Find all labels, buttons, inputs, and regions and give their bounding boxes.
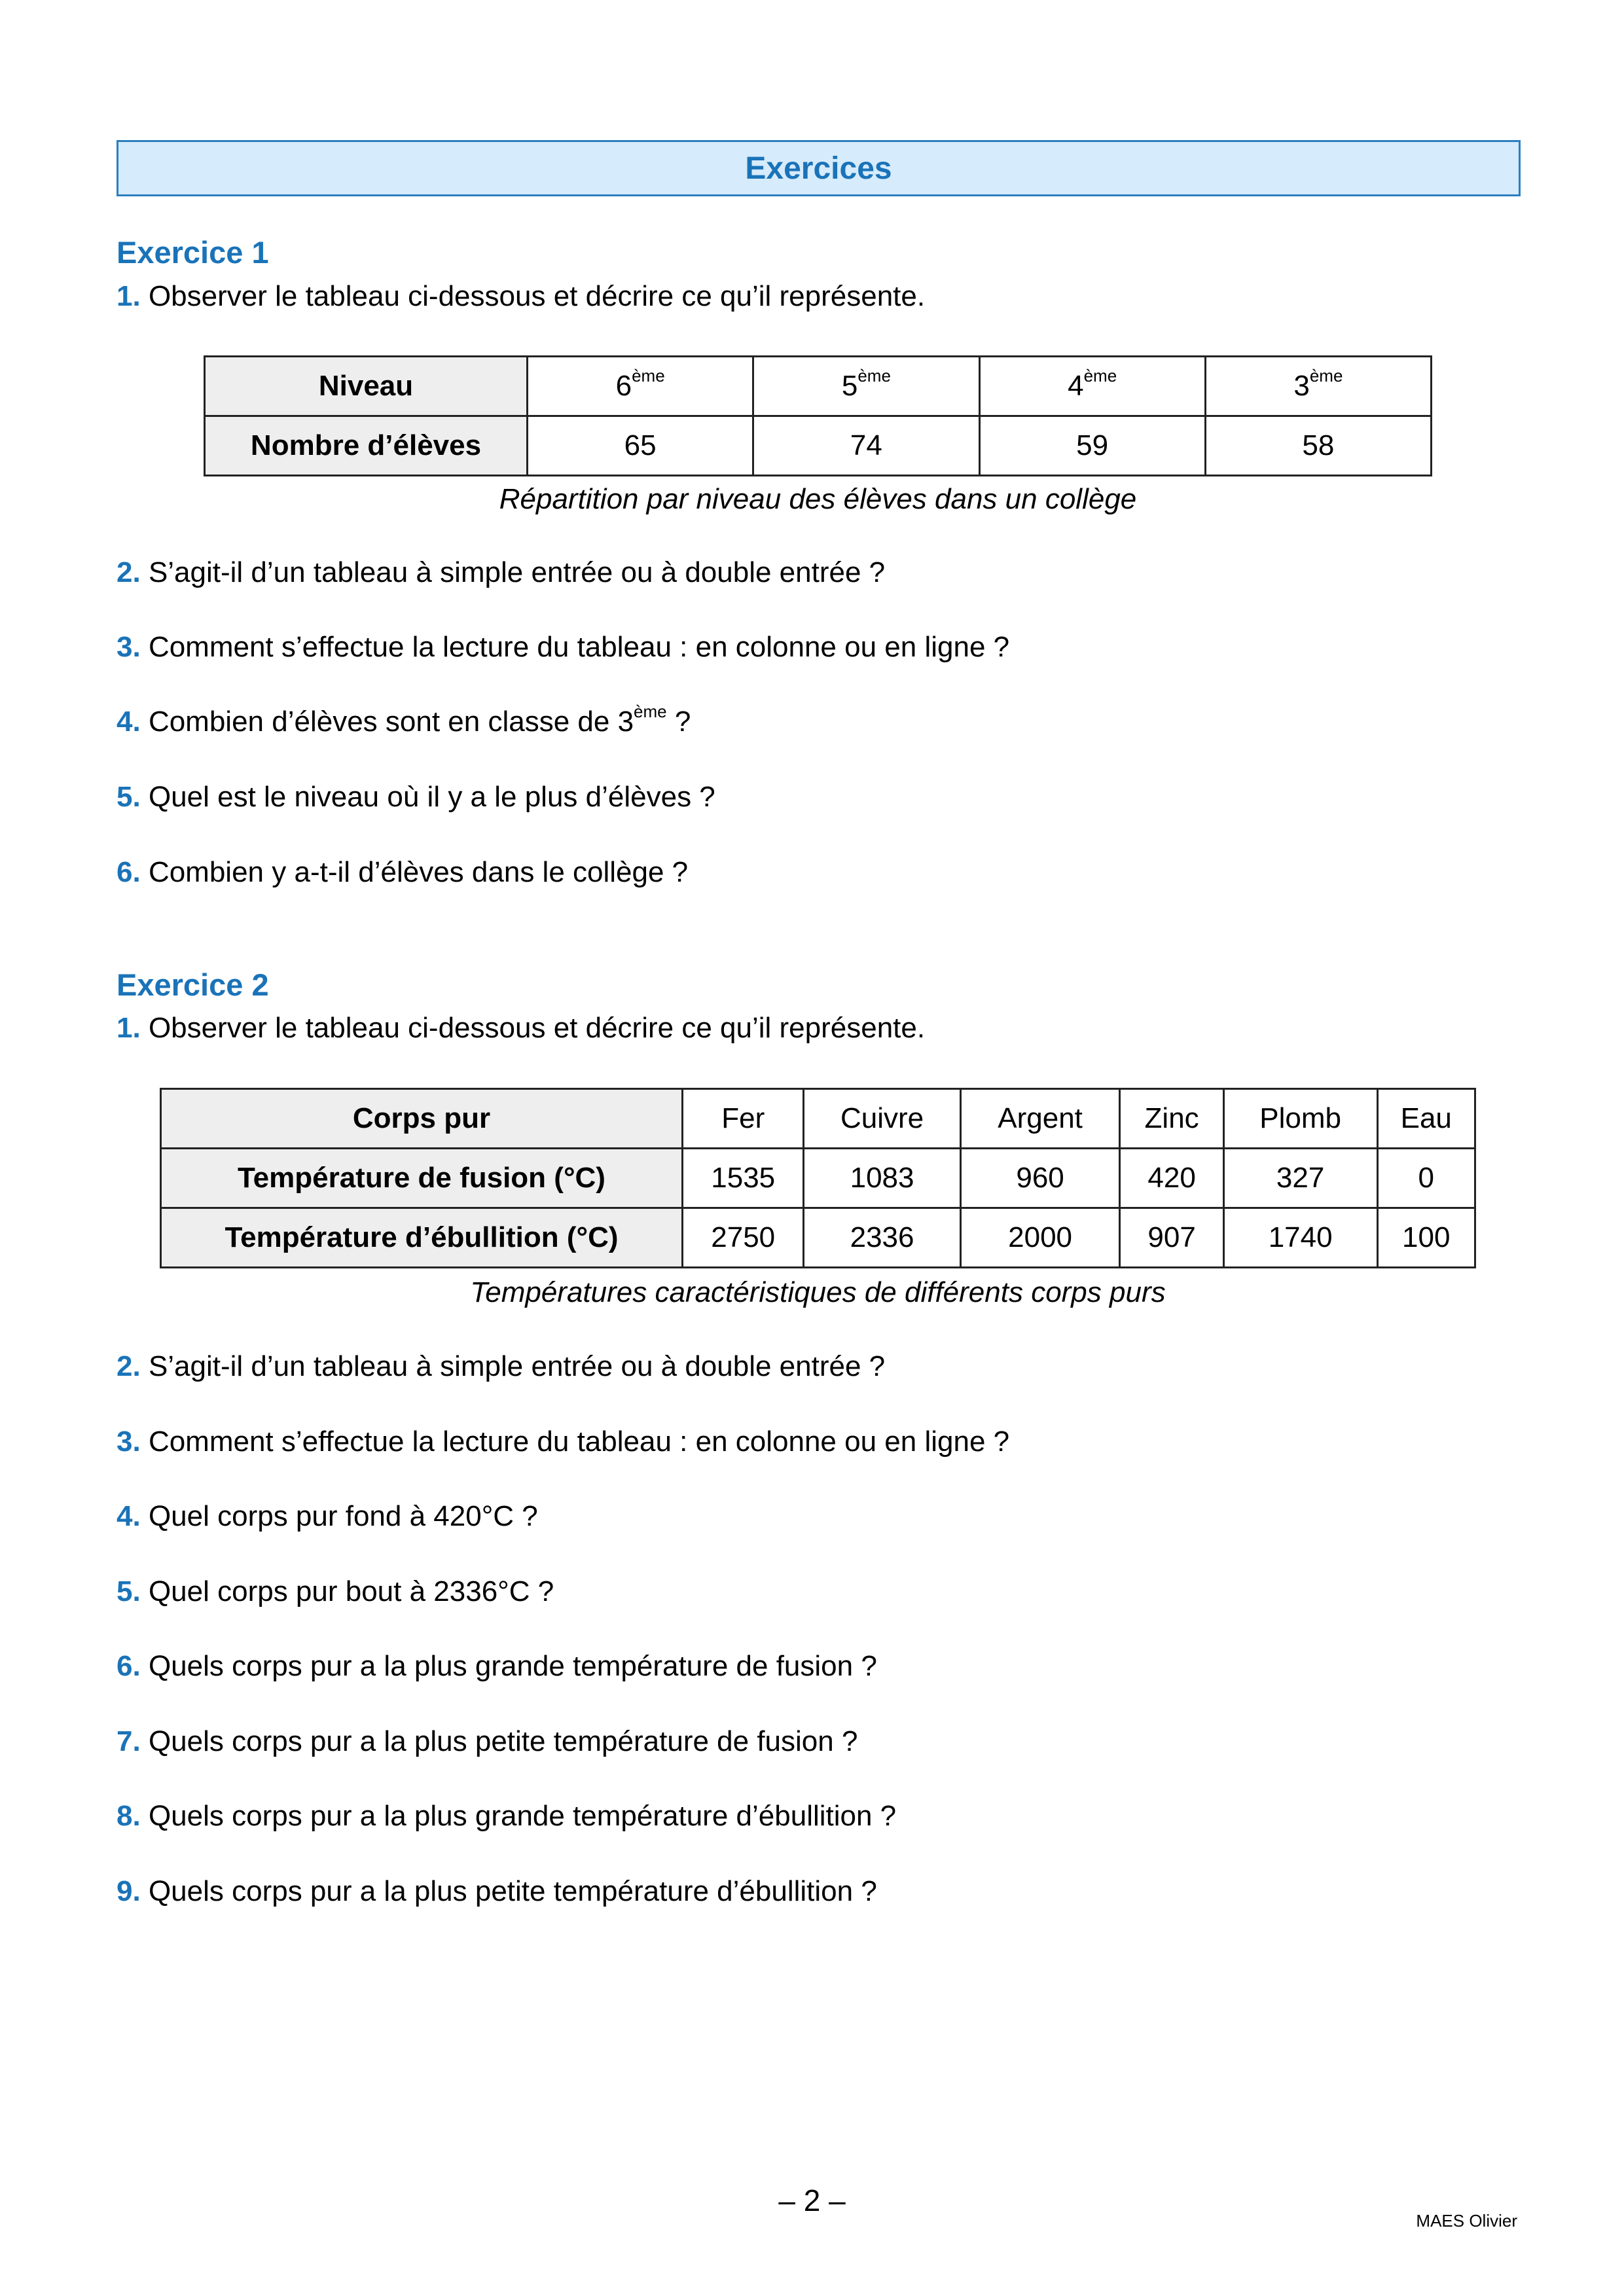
row-header: Corps pur [161, 1089, 683, 1149]
row-header: Niveau [205, 357, 528, 416]
exercise-2-question-8: 8. Quels corps pur a la plus grande température d’ébullition ? [117, 1800, 897, 1832]
table-cell: 100 [1377, 1208, 1475, 1268]
temperatures-table [160, 1088, 1476, 1268]
exercise-1-title: Exercice 1 [117, 235, 269, 270]
table-cell: 907 [1120, 1208, 1223, 1268]
row-header: Nombre d’élèves [205, 416, 528, 476]
table-cell: 74 [753, 416, 979, 476]
exercise-2-question-1: 1. Observer le tableau ci-dessous et décrire ce qu’il représente. [117, 1012, 926, 1044]
exercise-1-question-4: 4. Combien d’élèves sont en classe de 3ème ? [117, 702, 691, 738]
exercise-1-question-1 [117, 280, 925, 313]
table-row [205, 416, 1432, 476]
exercise-2-question-7: 7. Quels corps pur a la plus petite température de fusion ? [117, 1725, 858, 1757]
table-cell: 2750 [683, 1208, 804, 1268]
question-text: Observer le tableau ci-dessous et décrire ce qu’il représente. [148, 280, 926, 312]
table-cell: 420 [1120, 1149, 1223, 1208]
row-header: Température de fusion (°C) [161, 1149, 683, 1208]
table-row [161, 1149, 1475, 1208]
exercise-2-question-3: 3. Comment s’effectue la lecture du tableau : en colonne ou en ligne ? [117, 1426, 1010, 1458]
table-cell: 2000 [960, 1208, 1120, 1268]
table-cell: 5ème [753, 357, 979, 416]
table-cell: Fer [683, 1089, 804, 1149]
table-cell: 6ème [528, 357, 753, 416]
table-cell: 960 [960, 1149, 1120, 1208]
table-cell: 4ème [979, 357, 1205, 416]
table-caption: Températures caractéristiques de différents corps purs [470, 1276, 1166, 1308]
exercise-2-question-6: 6. Quels corps pur a la plus grande température de fusion ? [117, 1650, 877, 1682]
table-cell: 65 [528, 416, 753, 476]
exercise-1-question-2: 2. S’agit-il d’un tableau à simple entrée ou à double entrée ? [117, 556, 886, 588]
section-title: Exercices [745, 151, 892, 186]
question-number: 1. [117, 280, 141, 312]
table-cell: Cuivre [804, 1089, 960, 1149]
table-row [161, 1208, 1475, 1268]
section-header [117, 140, 1521, 196]
exercise-2-question-5: 5. Quel corps pur bout à 2336°C ? [117, 1575, 554, 1607]
exercise-1-question-3: 3. Comment s’effectue la lecture du tableau : en colonne ou en ligne ? [117, 631, 1010, 663]
exercise-2-question-9: 9. Quels corps pur a la plus petite température d’ébullition ? [117, 1875, 877, 1907]
table-cell: Argent [960, 1089, 1120, 1149]
table-cell: 1740 [1223, 1208, 1377, 1268]
table-row [161, 1089, 1475, 1149]
table-cell: 0 [1377, 1149, 1475, 1208]
table-cell: 59 [979, 416, 1205, 476]
row-header: Température d’ébullition (°C) [161, 1208, 683, 1268]
students-table [204, 355, 1432, 476]
table-cell: 2336 [804, 1208, 960, 1268]
exercise-1-question-5: 5. Quel est le niveau où il y a le plus d’élèves ? [117, 781, 715, 813]
table-cell: 3ème [1205, 357, 1431, 416]
table-caption: Répartition par niveau des élèves dans un collège [499, 483, 1137, 515]
page-number: – 2 – [778, 2183, 846, 2217]
table-cell: Eau [1377, 1089, 1475, 1149]
exercise-2-question-2: 2. S’agit-il d’un tableau à simple entrée ou à double entrée ? [117, 1350, 886, 1382]
table-cell: 327 [1223, 1149, 1377, 1208]
author-name: MAES Olivier [1416, 2211, 1517, 2231]
table-cell: 58 [1205, 416, 1431, 476]
exercise-2-title: Exercice 2 [117, 967, 269, 1002]
table-cell: 1535 [683, 1149, 804, 1208]
exercise-2-question-4: 4. Quel corps pur fond à 420°C ? [117, 1500, 538, 1532]
table-cell: Plomb [1223, 1089, 1377, 1149]
table-cell: Zinc [1120, 1089, 1223, 1149]
table-cell: 1083 [804, 1149, 960, 1208]
exercise-1-question-6: 6. Combien y a-t-il d’élèves dans le collège ? [117, 856, 689, 888]
table-row [205, 357, 1432, 416]
